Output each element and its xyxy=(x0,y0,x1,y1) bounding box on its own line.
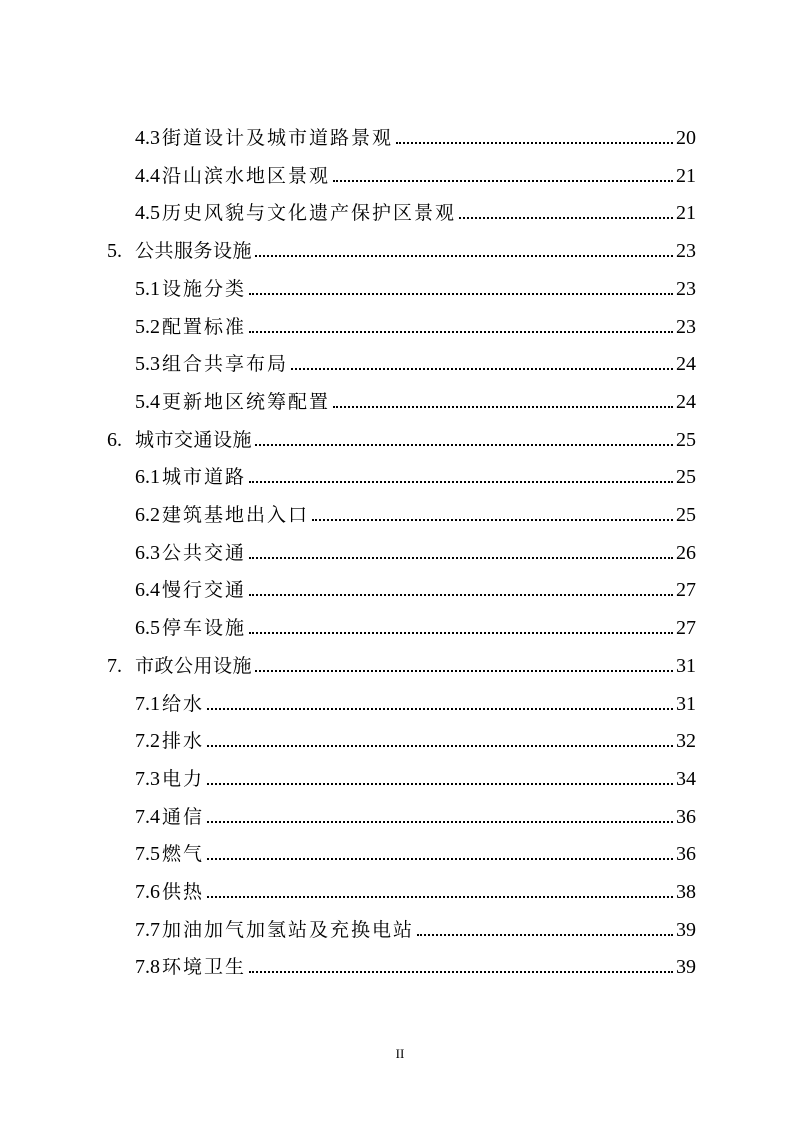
toc-entry-6-2[interactable] xyxy=(135,497,696,527)
dot-leader xyxy=(255,670,673,672)
dot-leader xyxy=(207,858,673,860)
toc-entry-4-3[interactable] xyxy=(135,120,696,150)
entry-number: 6.2 xyxy=(135,504,160,526)
entry-page-number: 27 xyxy=(676,579,696,602)
toc-entry-7-4[interactable] xyxy=(135,799,696,829)
dot-leader xyxy=(207,896,673,898)
dot-leader xyxy=(207,708,673,710)
entry-page-number: 23 xyxy=(676,277,696,300)
entry-page-number: 31 xyxy=(676,692,696,715)
entry-title: 供热 xyxy=(162,881,205,903)
toc-entry-4-5[interactable] xyxy=(135,195,696,225)
entry-title: 城市道路 xyxy=(162,466,247,489)
toc-entry-6-1[interactable] xyxy=(135,459,696,489)
toc-entry-4-4[interactable] xyxy=(135,158,696,188)
toc-entry-7-7[interactable] xyxy=(135,912,696,942)
entry-number: 7.4 xyxy=(135,805,160,828)
entry-page-number: 38 xyxy=(676,881,696,903)
dot-leader xyxy=(255,255,673,257)
dot-leader xyxy=(249,293,673,295)
toc-entry-7-8[interactable] xyxy=(135,949,696,979)
entry-number: 6.3 xyxy=(135,541,160,564)
entry-number: 4.5 xyxy=(135,202,160,225)
entry-title: 历史风貌与文化遗产保护区景观 xyxy=(162,202,457,225)
toc-entry-6-5[interactable] xyxy=(135,610,696,640)
entry-title: 公共服务设施 xyxy=(135,240,253,263)
entry-title: 市政公用设施 xyxy=(135,654,253,677)
dot-leader xyxy=(333,406,673,408)
dot-leader xyxy=(333,180,673,182)
entry-page-number: 27 xyxy=(676,617,696,640)
entry-number: 7.2 xyxy=(135,730,160,753)
toc-entry-5-3[interactable] xyxy=(135,346,696,376)
toc-entry-6-4[interactable] xyxy=(135,572,696,602)
dot-leader xyxy=(417,934,673,936)
entry-page-number: 21 xyxy=(676,202,696,225)
toc-entry-7-2[interactable] xyxy=(135,723,696,753)
entry-title: 公共交通 xyxy=(162,541,247,564)
entry-title: 通信 xyxy=(162,805,205,828)
dot-leader xyxy=(249,331,673,333)
entry-page-number: 24 xyxy=(676,390,696,413)
entry-number: 7.1 xyxy=(135,692,160,715)
entry-page-number: 36 xyxy=(676,805,696,828)
entry-title: 街道设计及城市道路景观 xyxy=(162,127,394,149)
toc-entry-5-1[interactable] xyxy=(135,271,696,301)
dot-leader xyxy=(207,821,673,823)
toc-entry-7-3[interactable] xyxy=(135,761,696,791)
entry-page-number: 32 xyxy=(676,730,696,753)
dot-leader xyxy=(312,519,673,521)
dot-leader xyxy=(249,632,673,634)
entry-number: 5.3 xyxy=(135,353,160,376)
entry-number: 6. xyxy=(107,428,122,451)
entry-number: 5. xyxy=(107,240,122,263)
entry-title: 更新地区统筹配置 xyxy=(162,390,331,413)
entry-number: 5.4 xyxy=(135,390,160,413)
entry-number: 7.8 xyxy=(135,956,160,979)
entry-page-number: 25 xyxy=(676,466,696,489)
entry-page-number: 31 xyxy=(676,654,696,677)
entry-page-number: 24 xyxy=(676,353,696,376)
entry-number: 6.4 xyxy=(135,579,160,602)
entry-title: 排水 xyxy=(162,730,205,753)
entry-number: 7.6 xyxy=(135,881,160,903)
entry-number: 6.5 xyxy=(135,617,160,640)
dot-leader xyxy=(396,142,673,144)
toc-entry-7-1[interactable] xyxy=(135,686,696,716)
entry-page-number: 23 xyxy=(676,240,696,263)
toc-entry-5-4[interactable] xyxy=(135,384,696,414)
entry-page-number: 21 xyxy=(676,164,696,187)
entry-number: 6.1 xyxy=(135,466,160,489)
dot-leader xyxy=(249,971,673,973)
entry-title: 给水 xyxy=(162,692,205,715)
entry-page-number: 39 xyxy=(676,918,696,941)
entry-page-number: 34 xyxy=(676,767,696,790)
toc-entry-5-2[interactable] xyxy=(135,309,696,339)
entry-number: 4.3 xyxy=(135,127,160,149)
toc-entry-7[interactable] xyxy=(107,648,696,678)
entry-page-number: 36 xyxy=(676,843,696,866)
entry-title: 慢行交通 xyxy=(162,579,247,602)
dot-leader xyxy=(207,745,673,747)
entry-title: 加油加气加氢站及充换电站 xyxy=(162,918,415,941)
entry-number: 7.5 xyxy=(135,843,160,866)
dot-leader xyxy=(207,783,673,785)
entry-title: 环境卫生 xyxy=(162,956,247,979)
entry-number: 4.4 xyxy=(135,164,160,187)
entry-title: 设施分类 xyxy=(162,277,247,300)
entry-number: 5.1 xyxy=(135,277,160,300)
entry-number: 7.7 xyxy=(135,918,160,941)
entry-page-number: 25 xyxy=(676,504,696,526)
page-number-footer: II xyxy=(395,1046,405,1061)
dot-leader xyxy=(249,594,673,596)
entry-title: 配置标准 xyxy=(162,315,247,338)
entry-page-number: 39 xyxy=(676,956,696,979)
toc-entry-6[interactable] xyxy=(107,422,696,452)
entry-page-number: 26 xyxy=(676,541,696,564)
entry-number: 5.2 xyxy=(135,315,160,338)
entry-page-number: 20 xyxy=(676,127,696,149)
dot-leader xyxy=(249,557,673,559)
dot-leader xyxy=(249,481,673,483)
dot-leader xyxy=(255,444,673,446)
toc-entry-6-3[interactable] xyxy=(135,535,696,565)
entry-page-number: 25 xyxy=(676,428,696,451)
dot-leader xyxy=(459,217,673,219)
entry-title: 建筑基地出入口 xyxy=(162,504,310,526)
entry-title: 沿山滨水地区景观 xyxy=(162,164,331,187)
toc-entry-7-5[interactable] xyxy=(135,836,696,866)
entry-page-number: 23 xyxy=(676,315,696,338)
toc-entry-5[interactable] xyxy=(107,233,696,263)
entry-title: 电力 xyxy=(162,767,205,790)
dot-leader xyxy=(291,368,673,370)
entry-title: 城市交通设施 xyxy=(135,428,253,451)
entry-title: 燃气 xyxy=(162,843,205,866)
entry-title: 组合共享布局 xyxy=(162,353,289,376)
entry-title: 停车设施 xyxy=(162,617,247,640)
entry-number: 7. xyxy=(107,654,122,677)
toc-entry-7-6[interactable] xyxy=(135,874,696,904)
entry-number: 7.3 xyxy=(135,767,160,790)
